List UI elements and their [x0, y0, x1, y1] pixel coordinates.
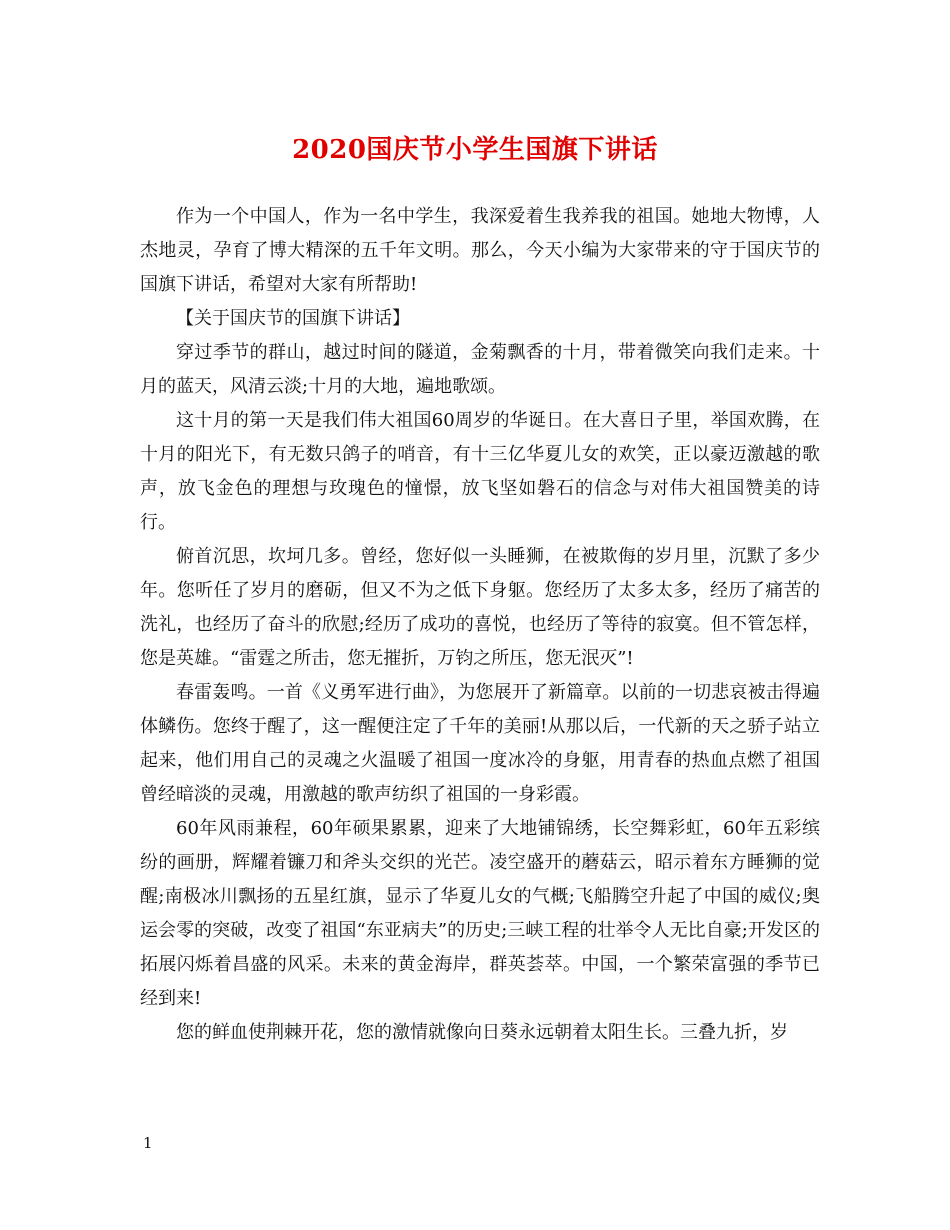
document-title: 2020国庆节小学生国旗下讲话: [292, 135, 658, 165]
paragraph-reflection: 俯首沉思，坎坷几多。曾经，您好似一头睡狮，在被欺侮的岁月里，沉默了多少年。您听任了岁月的磨砺，但又不为之低下身躯。您经历了太多太多，经历了痛苦的洗礼，也经历了奋斗的欣慰;经历了成功的喜悦，也经历了等待的寂寞。但不管怎样，您是英雄。“雷霆之所击，您无摧折，万钧之所压，您无泯灭”!: [140, 546, 820, 669]
paragraph-section-heading: 【关于国庆节的国旗下讲话】: [176, 308, 410, 329]
document-body: [140, 200, 820, 1050]
page-number: 1: [143, 1134, 153, 1152]
paragraph-sixty-years: 60年风雨兼程，60年硕果累累，迎来了大地铺锦绣，长空舞彩虹，60年五彩缤纷的画册，辉耀着镰刀和斧头交织的光芒。凌空盛开的蘑菇云，昭示着东方睡狮的觉醒;南极冰川飘扬的五星红旗，显示了华夏儿女的气概;飞船腾空升起了中国的威仪;奥运会零的突破，改变了祖国“东亚病夫”的历史;三峡工程的壮举令人无比自豪;开发区的拓展闪烁着昌盛的风采。未来的黄金海岸，群英荟萃。中国，一个繁荣富强的季节已经到来!: [140, 818, 820, 1009]
paragraph-national-day: 这十月的第一天是我们伟大祖国60周岁的华诞日。在大喜日子里，举国欢腾，在十月的阳光下，有无数只鸽子的哨音，有十三亿华夏儿女的欢笑，正以豪迈激越的歌声，放飞金色的理想与玫瑰色的憧憬，放飞坚如磐石的信念与对伟大祖国赞美的诗行。: [140, 410, 820, 533]
paragraph-spring-thunder: 春雷轰鸣。一首《义勇军进行曲》，为您展开了新篇章。以前的一切悲哀被击得遍体鳞伤。您终于醒了，这一醒便注定了千年的美丽!从那以后，一代新的天之骄子站立起来，他们用自己的灵魂之火温暖了祖国一度冰冷的身躯，用青春的热血点燃了祖国曾经暗淡的灵魂，用激越的歌声纺织了祖国的一身彩霞。: [140, 682, 820, 805]
paragraph-intro: 作为一个中国人，作为一名中学生，我深爱着生我养我的祖国。她地大物博，人杰地灵，孕育了博大精深的五千年文明。那么，今天小编为大家带来的守于国庆节的国旗下讲话，希望对大家有所帮助!: [140, 206, 820, 295]
paragraph-closing-fragment: 您的鲜血使荆棘开花，您的激情就像向日葵永远朝着太阳生长。三叠九折，岁: [176, 1022, 788, 1043]
paragraph-october: 穿过季节的群山，越过时间的隧道，金菊飘香的十月，带着微笑向我们走来。十月的蓝天，风清云淡;十月的大地，遍地歌颂。: [140, 342, 820, 397]
